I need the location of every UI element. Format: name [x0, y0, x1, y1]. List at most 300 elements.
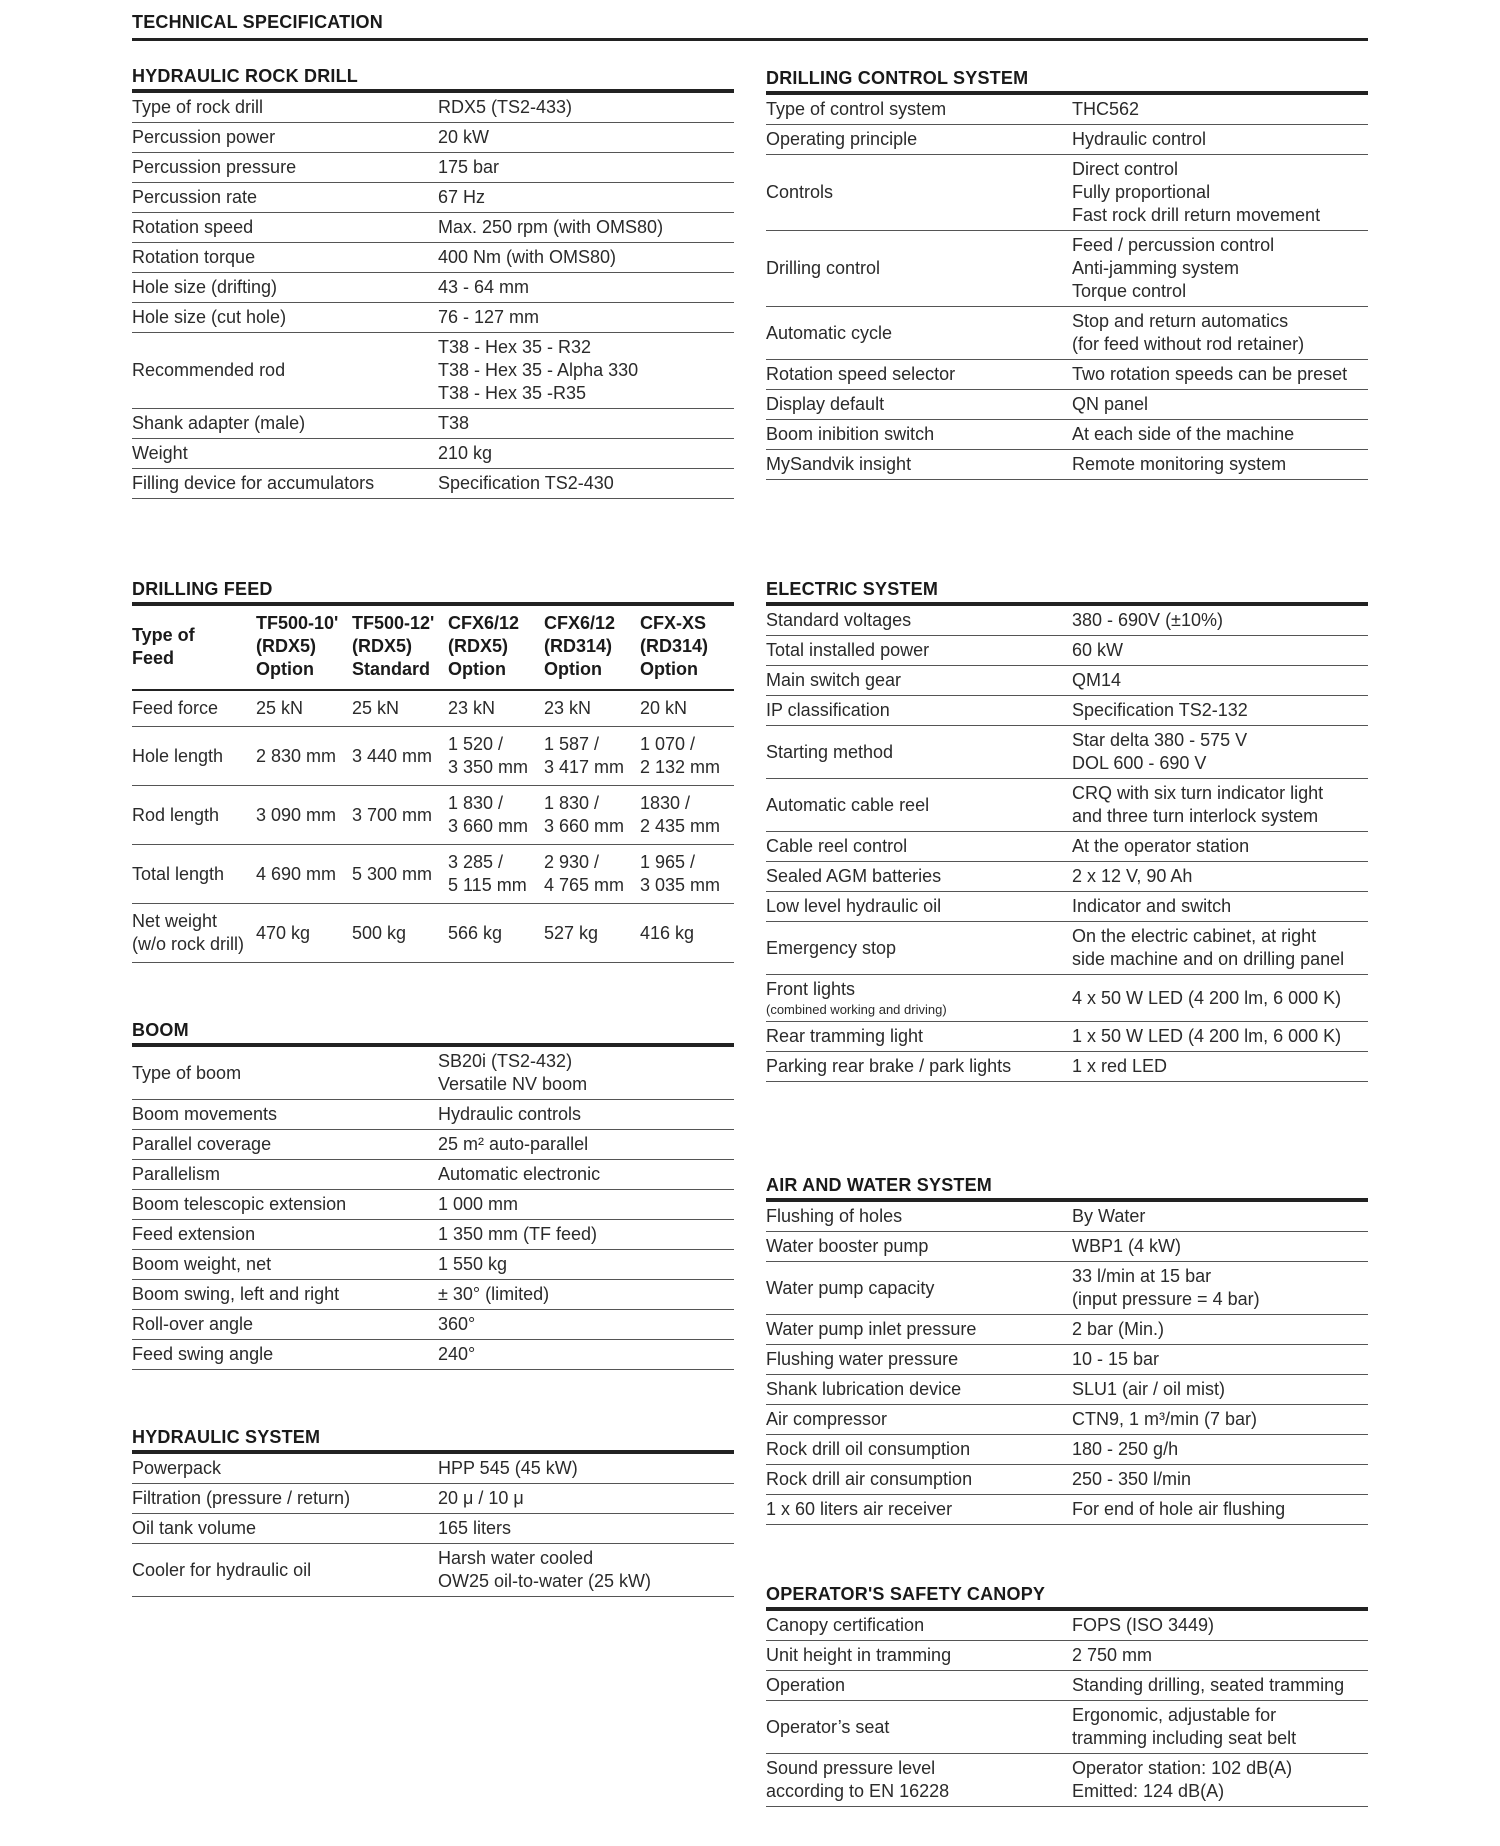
spec-label-text: Shank lubrication device [766, 1379, 962, 1399]
spec-label-text: Controls [766, 182, 834, 202]
spec-row [766, 696, 1368, 726]
spec-label-text: Cable reel control [766, 836, 908, 856]
spec-row [766, 1611, 1368, 1641]
section-drilling-control-system [766, 66, 1368, 480]
feed-cell: 4 690 mm [256, 845, 352, 904]
feed-header-label: Type of Feed [132, 606, 256, 690]
spec-label-text: Canopy certification [766, 1615, 925, 1635]
spec-label-text: Roll-over angle [132, 1314, 254, 1334]
spec-table [766, 1611, 1368, 1807]
feed-row [132, 690, 734, 727]
spec-value: 20 μ / 10 μ [438, 1484, 734, 1514]
feed-cell: 566 kg [448, 904, 544, 963]
feed-header-cell: CFX-XS (RD314) Option [640, 606, 734, 690]
spec-label [132, 153, 438, 183]
section-title: OPERATOR'S SAFETY CANOPY [766, 1584, 1046, 1604]
spec-label [132, 1047, 438, 1100]
spec-label-text: Rotation speed [132, 217, 254, 237]
spec-label [766, 1641, 1072, 1671]
spec-row [766, 1465, 1368, 1495]
spec-row [132, 1190, 734, 1220]
spec-row [132, 333, 734, 409]
feed-cell: 3 090 mm [256, 786, 352, 845]
spec-label-text: Filtration (pressure / return) [132, 1488, 351, 1508]
spec-label-text: Type of rock drill [132, 97, 264, 117]
section-drilling-feed [132, 577, 734, 963]
spec-row [766, 1495, 1368, 1525]
feed-row [132, 786, 734, 845]
spec-label [132, 409, 438, 439]
section-air-and-water-system [766, 1173, 1368, 1525]
spec-label-text: Automatic cable reel [766, 794, 930, 815]
spec-label [132, 1100, 438, 1130]
spec-value: Harsh water cooled OW25 oil-to-water (25 kW) [438, 1544, 734, 1597]
spec-value: Indicator and switch [1072, 892, 1368, 922]
spec-label-text: Total installed power [766, 640, 930, 660]
spec-value: 2 750 mm [1072, 1641, 1368, 1671]
spec-label-text: Oil tank volume [132, 1518, 257, 1538]
spec-value: Hydraulic control [1072, 125, 1368, 155]
spec-label-text: Feed swing angle [132, 1344, 274, 1364]
spec-label-text: Hole size (cut hole) [132, 307, 287, 327]
spec-label-text: Unit height in tramming [766, 1645, 952, 1665]
spec-row [766, 606, 1368, 636]
spec-label-text: Boom inibition switch [766, 424, 935, 444]
feed-cell: 1 965 / 3 035 mm [640, 845, 734, 904]
spec-label [766, 1345, 1072, 1375]
spec-row [132, 303, 734, 333]
spec-label-text: Drilling control [766, 258, 881, 278]
feed-cell: 2 930 / 4 765 mm [544, 845, 640, 904]
feed-cell: 3 285 / 5 115 mm [448, 845, 544, 904]
spec-label [766, 1435, 1072, 1465]
spec-label [766, 390, 1072, 420]
spec-label-text: Flushing of holes [766, 1206, 903, 1226]
spec-label [766, 1465, 1072, 1495]
spec-label-text: Cooler for hydraulic oil [132, 1559, 312, 1580]
section-operators-safety-canopy [766, 1582, 1368, 1807]
title-divider [132, 38, 1368, 41]
spec-label-text: Automatic cycle [766, 322, 893, 343]
feed-header-cell: TF500-10' (RDX5) Option [256, 606, 352, 690]
feed-cell: 470 kg [256, 904, 352, 963]
spec-label [766, 155, 1072, 231]
spec-label [766, 231, 1072, 307]
spec-row [766, 95, 1368, 125]
spec-label [766, 1405, 1072, 1435]
spec-label [132, 1484, 438, 1514]
spec-value: WBP1 (4 kW) [1072, 1232, 1368, 1262]
spec-row [132, 439, 734, 469]
spec-label-text: Water booster pump [766, 1236, 929, 1256]
spec-value: Direct control Fully proportional Fast rock drill return movement [1072, 155, 1368, 231]
spec-label-text: Low level hydraulic oil [766, 896, 942, 916]
spec-label [132, 1454, 438, 1484]
spec-label [132, 273, 438, 303]
feed-cell: 23 kN [448, 690, 544, 727]
spec-value: 20 kW [438, 123, 734, 153]
feed-cell: 1 830 / 3 660 mm [544, 786, 640, 845]
spec-row [766, 1375, 1368, 1405]
spec-row [766, 420, 1368, 450]
section-title: HYDRAULIC SYSTEM [132, 1427, 321, 1447]
spec-row [132, 153, 734, 183]
spec-value: Star delta 380 - 575 V DOL 600 - 690 V [1072, 726, 1368, 779]
spec-value: FOPS (ISO 3449) [1072, 1611, 1368, 1641]
spec-label [766, 1671, 1072, 1701]
spec-value: THC562 [1072, 95, 1368, 125]
spec-row [132, 1220, 734, 1250]
spec-row [132, 469, 734, 499]
spec-label [766, 125, 1072, 155]
section-title: DRILLING FEED [132, 579, 273, 599]
spec-value: T38 [438, 409, 734, 439]
spec-label [132, 1190, 438, 1220]
spec-label [132, 93, 438, 123]
spec-value: 76 - 127 mm [438, 303, 734, 333]
spec-value: 250 - 350 l/min [1072, 1465, 1368, 1495]
spec-row [766, 1754, 1368, 1807]
spec-label [766, 95, 1072, 125]
spec-row [766, 892, 1368, 922]
spec-value: For end of hole air flushing [1072, 1495, 1368, 1525]
spec-row [132, 243, 734, 273]
spec-row [766, 862, 1368, 892]
spec-row [766, 975, 1368, 1022]
spec-value: 4 x 50 W LED (4 200 lm, 6 000 K) [1072, 975, 1368, 1022]
spec-value: 180 - 250 g/h [1072, 1435, 1368, 1465]
feed-cell: 416 kg [640, 904, 734, 963]
spec-label [766, 606, 1072, 636]
spec-label [132, 439, 438, 469]
spec-label [766, 1262, 1072, 1315]
feed-table [132, 606, 734, 963]
spec-label [766, 307, 1072, 360]
spec-label-text: Rotation torque [132, 247, 256, 267]
section-title: AIR AND WATER SYSTEM [766, 1175, 993, 1195]
spec-row [766, 307, 1368, 360]
spec-row [132, 273, 734, 303]
spec-value: T38 - Hex 35 - R32 T38 - Hex 35 - Alpha 330 T38 - Hex 35 -R35 [438, 333, 734, 409]
feed-row-label: Rod length [132, 786, 256, 845]
spec-table [132, 1047, 734, 1370]
spec-label [132, 183, 438, 213]
spec-value: 400 Nm (with OMS80) [438, 243, 734, 273]
spec-value: SLU1 (air / oil mist) [1072, 1375, 1368, 1405]
spec-label-text: Rock drill oil consumption [766, 1439, 971, 1459]
spec-label [766, 420, 1072, 450]
spec-row [766, 1405, 1368, 1435]
spec-row [766, 1262, 1368, 1315]
spec-row [132, 1484, 734, 1514]
feed-header-row [132, 606, 734, 690]
spec-label-text: Boom weight, net [132, 1254, 272, 1274]
spec-value: ± 30° (limited) [438, 1280, 734, 1310]
feed-cell: 23 kN [544, 690, 640, 727]
spec-table [766, 1202, 1368, 1525]
spec-value: SB20i (TS2-432) Versatile NV boom [438, 1047, 734, 1100]
spec-row [132, 183, 734, 213]
spec-row [766, 1435, 1368, 1465]
spec-label [766, 450, 1072, 480]
spec-label [766, 1495, 1072, 1525]
spec-value: Two rotation speeds can be preset [1072, 360, 1368, 390]
spec-label-text: Feed extension [132, 1224, 256, 1244]
spec-row [766, 922, 1368, 975]
spec-label [766, 832, 1072, 862]
spec-label [132, 1220, 438, 1250]
spec-value: 1 550 kg [438, 1250, 734, 1280]
spec-label [766, 726, 1072, 779]
spec-label-text: Standard voltages [766, 610, 912, 630]
spec-table [132, 1454, 734, 1597]
feed-cell: 1830 / 2 435 mm [640, 786, 734, 845]
feed-cell: 1 070 / 2 132 mm [640, 727, 734, 786]
spec-label [766, 1754, 1072, 1807]
spec-label-text: Weight [132, 443, 188, 463]
spec-value: Specification TS2-132 [1072, 696, 1368, 726]
spec-label-text: Display default [766, 394, 885, 414]
feed-cell: 3 440 mm [352, 727, 448, 786]
spec-label-text: Powerpack [132, 1458, 222, 1478]
section-title: HYDRAULIC ROCK DRILL [132, 66, 358, 86]
spec-label-text: Hole size (drifting) [132, 277, 278, 297]
spec-label [132, 469, 438, 499]
feed-row-label: Hole length [132, 727, 256, 786]
spec-label-text: Percussion pressure [132, 157, 297, 177]
spec-value: Ergonomic, adjustable for tramming including seat belt [1072, 1701, 1368, 1754]
spec-label-text: Shank adapter (male) [132, 413, 306, 433]
spec-label-text: Parallelism [132, 1164, 221, 1184]
spec-row [132, 1160, 734, 1190]
spec-value: At each side of the machine [1072, 420, 1368, 450]
spec-label [132, 123, 438, 153]
spec-row [132, 1100, 734, 1130]
spec-label-text: Boom telescopic extension [132, 1194, 347, 1214]
spec-value: 1 x 50 W LED (4 200 lm, 6 000 K) [1072, 1022, 1368, 1052]
spec-value: QM14 [1072, 666, 1368, 696]
spec-value: Standing drilling, seated tramming [1072, 1671, 1368, 1701]
spec-value: Remote monitoring system [1072, 450, 1368, 480]
spec-label [766, 696, 1072, 726]
spec-value: 1 000 mm [438, 1190, 734, 1220]
feed-cell: 5 300 mm [352, 845, 448, 904]
spec-label [766, 1375, 1072, 1405]
spec-row [132, 1544, 734, 1597]
spec-row [766, 450, 1368, 480]
spec-label-text: IP classification [766, 700, 890, 720]
section-electric-system [766, 577, 1368, 1082]
feed-row-label: Net weight (w/o rock drill) [132, 904, 256, 963]
spec-value: 60 kW [1072, 636, 1368, 666]
spec-value: QN panel [1072, 390, 1368, 420]
spec-label-text: Emergency stop [766, 937, 897, 958]
spec-label-text: MySandvik insight [766, 454, 912, 474]
spec-label [132, 1250, 438, 1280]
spec-row [766, 726, 1368, 779]
feed-header-cell: CFX6/12 (RDX5) Option [448, 606, 544, 690]
spec-value: 25 m² auto-parallel [438, 1130, 734, 1160]
spec-label [132, 213, 438, 243]
spec-label-text: Percussion rate [132, 187, 258, 207]
feed-cell: 2 830 mm [256, 727, 352, 786]
spec-label-text: Water pump capacity [766, 1277, 935, 1298]
feed-row-label: Total length [132, 845, 256, 904]
spec-value: At the operator station [1072, 832, 1368, 862]
spec-table [766, 95, 1368, 480]
spec-label [132, 1544, 438, 1597]
spec-label-text: Starting method [766, 741, 894, 762]
spec-value: Feed / percussion control Anti-jamming system Torque control [1072, 231, 1368, 307]
spec-label-text: Parking rear brake / park lights [766, 1056, 1012, 1076]
spec-value: Specification TS2-430 [438, 469, 734, 499]
spec-label-text: Water pump inlet pressure [766, 1319, 977, 1339]
spec-label-text: Type of boom [132, 1062, 242, 1083]
feed-cell: 1 520 / 3 350 mm [448, 727, 544, 786]
spec-value: On the electric cabinet, at right side machine and on drilling panel [1072, 922, 1368, 975]
spec-row [766, 1232, 1368, 1262]
spec-label [766, 1701, 1072, 1754]
spec-label [132, 1340, 438, 1370]
spec-row [766, 1345, 1368, 1375]
spec-label-text: Boom swing, left and right [132, 1284, 340, 1304]
feed-cell: 1 587 / 3 417 mm [544, 727, 640, 786]
spec-row [766, 390, 1368, 420]
spec-value: Automatic electronic [438, 1160, 734, 1190]
spec-row [766, 231, 1368, 307]
spec-label-text: Rear tramming light [766, 1026, 924, 1046]
spec-value: CTN9, 1 m³/min (7 bar) [1072, 1405, 1368, 1435]
spec-row [766, 1202, 1368, 1232]
spec-label [766, 1611, 1072, 1641]
spec-row [766, 1641, 1368, 1671]
feed-row [132, 904, 734, 963]
spec-label-text: Air compressor [766, 1409, 888, 1429]
feed-row [132, 727, 734, 786]
spec-value: 175 bar [438, 153, 734, 183]
section-hydraulic-rock-drill [132, 64, 734, 499]
feed-cell: 527 kg [544, 904, 640, 963]
feed-header-cell: CFX6/12 (RD314) Option [544, 606, 640, 690]
spec-label [132, 243, 438, 273]
spec-value: 33 l/min at 15 bar (input pressure = 4 bar) [1072, 1262, 1368, 1315]
spec-row [766, 666, 1368, 696]
spec-label [766, 1232, 1072, 1262]
spec-value: Hydraulic controls [438, 1100, 734, 1130]
spec-row [132, 409, 734, 439]
spec-row [132, 1047, 734, 1100]
spec-row [766, 1052, 1368, 1082]
spec-label-text: Type of control system [766, 99, 947, 119]
spec-value: 67 Hz [438, 183, 734, 213]
spec-row [766, 1022, 1368, 1052]
spec-label [766, 1052, 1072, 1082]
spec-row [766, 832, 1368, 862]
spec-label-text: Front lights [766, 979, 856, 999]
section-boom [132, 1018, 734, 1370]
feed-cell: 25 kN [256, 690, 352, 727]
spec-label [766, 892, 1072, 922]
section-title: ELECTRIC SYSTEM [766, 579, 939, 599]
spec-value: RDX5 (TS2-433) [438, 93, 734, 123]
spec-label [132, 333, 438, 409]
spec-label [766, 779, 1072, 832]
spec-label [766, 922, 1072, 975]
spec-label [766, 1315, 1072, 1345]
spec-value: 1 350 mm (TF feed) [438, 1220, 734, 1250]
spec-label [132, 1280, 438, 1310]
spec-value: HPP 545 (45 kW) [438, 1454, 734, 1484]
feed-cell: 500 kg [352, 904, 448, 963]
spec-value: 1 x red LED [1072, 1052, 1368, 1082]
spec-label [132, 1514, 438, 1544]
feed-row-label: Feed force [132, 690, 256, 727]
feed-cell: 20 kN [640, 690, 734, 727]
spec-row [766, 360, 1368, 390]
spec-label-text: Boom movements [132, 1104, 278, 1124]
spec-row [132, 1340, 734, 1370]
spec-row [132, 1250, 734, 1280]
spec-label-text: Operator’s seat [766, 1716, 890, 1737]
spec-label-note: (combined working and driving) [766, 1002, 947, 1017]
spec-value: 10 - 15 bar [1072, 1345, 1368, 1375]
spec-label [766, 1202, 1072, 1232]
spec-label [132, 303, 438, 333]
spec-row [766, 125, 1368, 155]
spec-value: 380 - 690V (±10%) [1072, 606, 1368, 636]
spec-row [132, 1454, 734, 1484]
spec-row [766, 1671, 1368, 1701]
spec-value: Stop and return automatics (for feed without rod retainer) [1072, 307, 1368, 360]
spec-label [132, 1310, 438, 1340]
spec-row [132, 1310, 734, 1340]
spec-value: 165 liters [438, 1514, 734, 1544]
spec-value: By Water [1072, 1202, 1368, 1232]
section-title: DRILLING CONTROL SYSTEM [766, 68, 1029, 88]
spec-row [766, 1315, 1368, 1345]
spec-label-text: Operation [766, 1675, 846, 1695]
spec-label-text: Rock drill air consumption [766, 1469, 973, 1489]
spec-row [132, 1514, 734, 1544]
feed-row [132, 845, 734, 904]
spec-label-text: Flushing water pressure [766, 1349, 959, 1369]
feed-header-cell: TF500-12' (RDX5) Standard [352, 606, 448, 690]
spec-label-text: Filling device for accumulators [132, 473, 375, 493]
spec-label-text: Parallel coverage [132, 1134, 272, 1154]
spec-label [766, 360, 1072, 390]
spec-label [766, 636, 1072, 666]
spec-row [766, 155, 1368, 231]
feed-cell: 3 700 mm [352, 786, 448, 845]
spec-row [766, 636, 1368, 666]
spec-value: CRQ with six turn indicator light and three turn interlock system [1072, 779, 1368, 832]
section-hydraulic-system [132, 1425, 734, 1597]
spec-table [766, 606, 1368, 1082]
spec-value: 240° [438, 1340, 734, 1370]
spec-label [766, 1022, 1072, 1052]
spec-row [132, 123, 734, 153]
spec-value: 360° [438, 1310, 734, 1340]
spec-label-text: Operating principle [766, 129, 918, 149]
spec-label-text: Recommended rod [132, 360, 286, 380]
spec-value: Max. 250 rpm (with OMS80) [438, 213, 734, 243]
spec-label-text: Rotation speed selector [766, 364, 956, 384]
spec-value: 210 kg [438, 439, 734, 469]
spec-label-text: Sealed AGM batteries [766, 866, 942, 886]
spec-label [766, 666, 1072, 696]
page-title: TECHNICAL SPECIFICATION [132, 12, 383, 32]
section-title: BOOM [132, 1020, 189, 1040]
